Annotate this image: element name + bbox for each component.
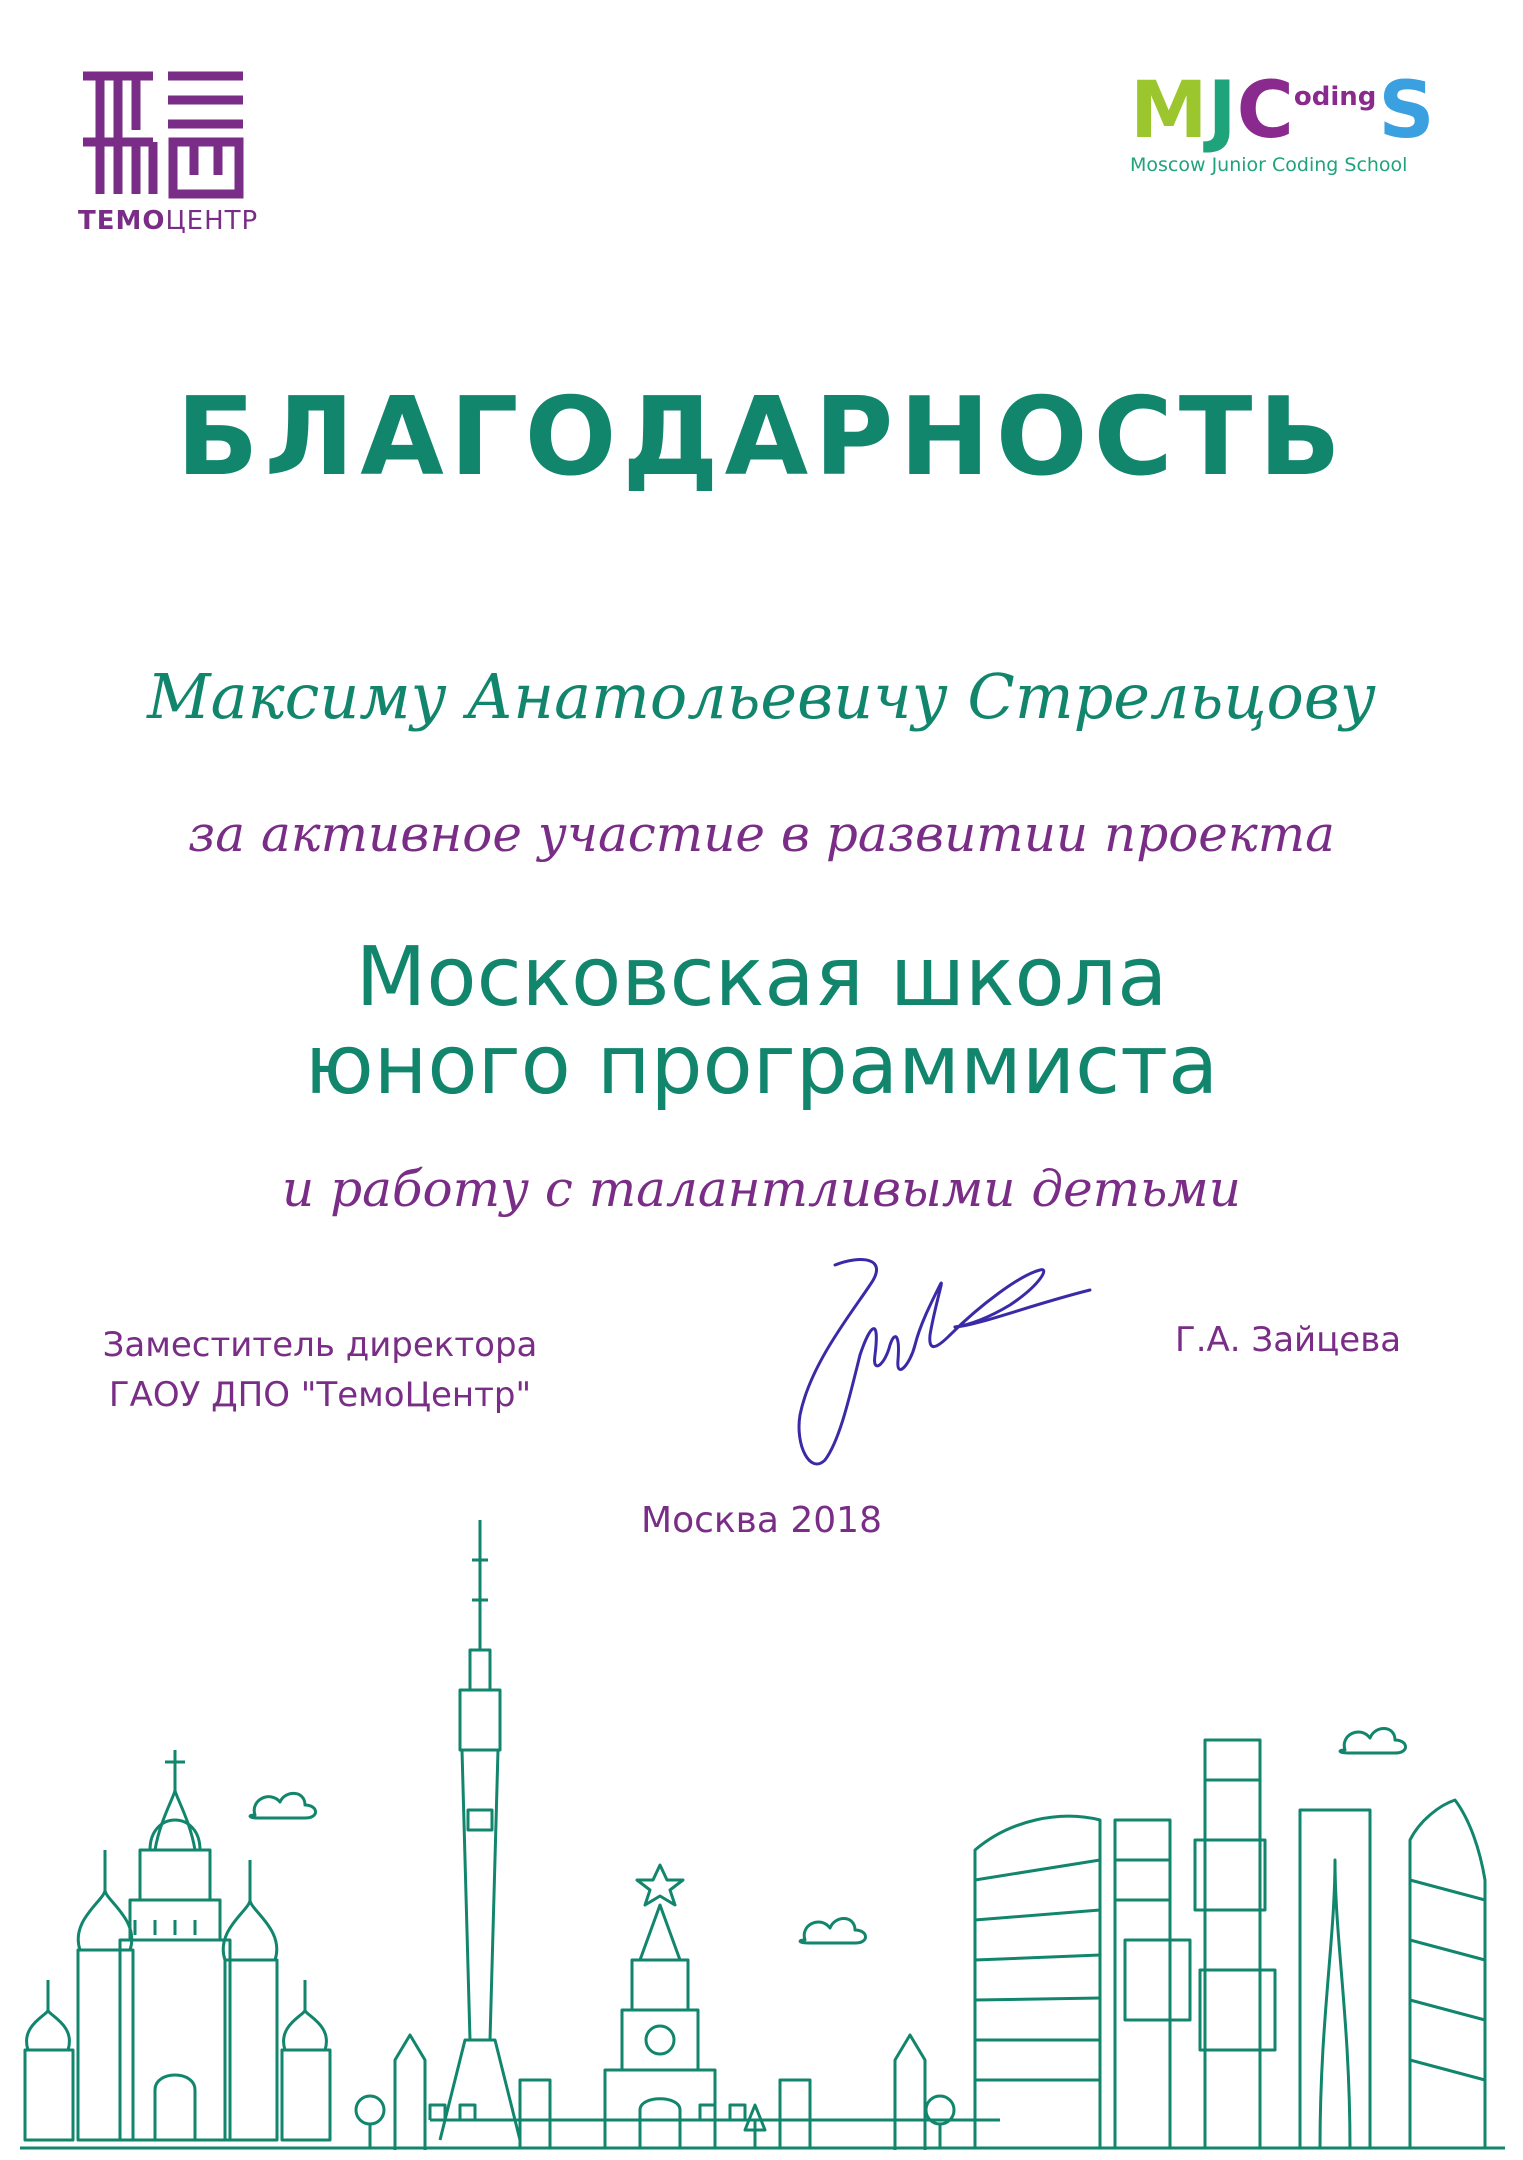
moscow-skyline-icon	[0, 1520, 1523, 2160]
temo-monogram-icon	[78, 70, 248, 200]
mjcs-letter-s: S	[1378, 66, 1435, 156]
mjcs-oding: oding	[1293, 82, 1377, 112]
mjcs-logo	[1130, 66, 1460, 176]
mjcs-letter-m: M	[1130, 66, 1208, 156]
temo-logo	[78, 70, 258, 236]
mjcs-letter-j: J	[1207, 66, 1237, 156]
temo-caption	[78, 206, 258, 236]
st-basils-icon	[25, 1750, 330, 2140]
project-name-line-1: Московская школа	[355, 930, 1168, 1025]
project-name-line-2: юного программиста	[304, 1018, 1219, 1113]
signer-name: Г.А. Зайцева	[1175, 1320, 1402, 1360]
reason-line-1: за активное участие в развитии проекта	[188, 805, 1335, 863]
temo-caption-rest: ЦЕНТР	[165, 206, 259, 236]
handwritten-signature-icon	[740, 1245, 1100, 1485]
signer-position	[40, 1320, 600, 1420]
mjcs-logo-icon	[1130, 66, 1460, 156]
city-year: Москва 2018	[641, 1500, 882, 1541]
recipient-name: Максиму Анатольевичу Стрельцову	[147, 660, 1376, 733]
mjcs-letter-c: C	[1236, 66, 1294, 156]
signer-position-line-2: ГАОУ ДПО "ТемоЦентр"	[108, 1375, 532, 1415]
ostankino-tower-icon	[440, 1520, 520, 2140]
signer-position-line-1: Заместитель директора	[102, 1325, 538, 1365]
mjcs-caption: Moscow Junior Coding School	[1130, 154, 1408, 176]
moscow-city-icon	[975, 1740, 1485, 2148]
certificate-title: БЛАГОДАРНОСТЬ	[176, 375, 1347, 500]
temo-caption-bold: ТЕМО	[78, 206, 166, 236]
reason-line-2: и работу с талантливыми детьми	[282, 1160, 1241, 1218]
